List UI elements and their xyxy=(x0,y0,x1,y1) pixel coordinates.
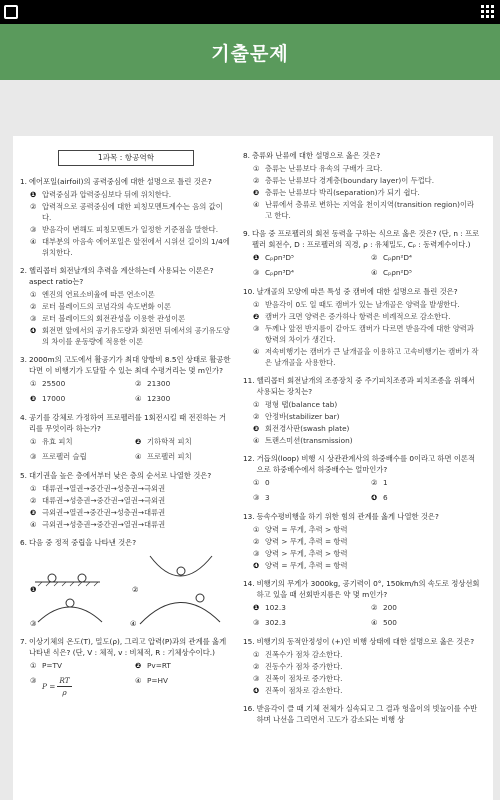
question-number: 16. xyxy=(243,704,255,713)
answer-option[interactable] xyxy=(30,675,127,698)
slope-curve xyxy=(140,602,220,624)
question-text: 비행기의 무게가 3000kg, 공기력이 0°, 150km/h의 속도로 정상선회하고 있을 때 선회반지름은 약 몇 m인가? xyxy=(256,579,480,599)
answer-options xyxy=(20,189,232,258)
answer-options xyxy=(243,252,481,279)
answer-option[interactable] xyxy=(253,175,481,186)
option-marker: ❶ xyxy=(253,253,260,262)
option-marker: ④ xyxy=(371,268,378,277)
question-item xyxy=(20,537,232,628)
question-text: 2000m의 고도에서 활공기가 최대 양항비 8.5인 상태로 활공한다면 이 비행기가 도달할 수 있는 최대 수평거리는 몇 m인가? xyxy=(28,355,231,375)
option-text: 302.3 xyxy=(265,618,286,627)
answer-option[interactable] xyxy=(253,524,481,535)
question-text: 비행기의 동적안정성이 (+)인 비행 상태에 대한 설명으로 옳은 것은? xyxy=(256,637,475,646)
question-stem xyxy=(243,228,481,250)
answer-options xyxy=(20,660,232,699)
question-item xyxy=(20,470,232,530)
option-marker: ② xyxy=(30,302,37,311)
answer-option[interactable] xyxy=(253,548,481,559)
option-marker: ① xyxy=(30,661,37,670)
question-number: 12. xyxy=(243,454,255,463)
answer-option[interactable] xyxy=(30,483,232,494)
question-number: 6. xyxy=(20,538,27,547)
answer-option[interactable] xyxy=(135,451,232,462)
ball-4 xyxy=(66,599,74,607)
question-text: 받음각이 클 때 기체 전체가 실속되고 그 결과 헝을이의 빗놀이를 수반하며 나선을 그리면서 고도가 감소되는 비행 상 xyxy=(256,704,478,724)
question-text: 헬리콥터 회전날개의 조종장치 중 주기피치조종과 피치조종을 위해서 사용되는 장치는? xyxy=(256,376,475,396)
option-text: Pv=RT xyxy=(147,661,171,670)
option-text: 1 xyxy=(383,478,388,487)
answer-option[interactable] xyxy=(253,299,481,310)
question-text: 대기권을 높은 층에서부터 낮은 층의 순서로 나열한 것은? xyxy=(28,471,212,480)
answer-option[interactable] xyxy=(30,451,127,462)
answer-option[interactable] xyxy=(135,378,232,389)
option-marker: ③ xyxy=(253,549,260,558)
answer-option[interactable] xyxy=(253,649,481,660)
formula-fraction xyxy=(57,675,71,698)
answer-options xyxy=(20,436,232,463)
option-marker: ❷ xyxy=(253,312,260,321)
option-text: 대류권→열권→중간권→성층권→극외권 xyxy=(42,484,166,493)
option-text: P=TV xyxy=(42,661,62,670)
answer-option-correct[interactable] xyxy=(253,560,481,571)
question-text: 층류와 난류에 대한 설명으로 옳은 것은? xyxy=(251,151,381,160)
option-text: 압력중심과 압력중심보다 뒤에 위치한다. xyxy=(42,190,172,199)
question-stem xyxy=(20,412,232,434)
option-marker: ④ xyxy=(253,200,260,209)
answer-option[interactable] xyxy=(253,536,481,547)
question-number: 8. xyxy=(243,151,250,160)
option-text: 200 xyxy=(383,603,397,612)
formula-numerator: RT xyxy=(59,676,70,685)
diagram-option-label[interactable]: ② xyxy=(132,585,139,594)
option-marker: ④ xyxy=(135,394,142,403)
question-stem xyxy=(243,511,481,522)
question-text: 다음 중 프로펠러의 회전 동력을 구하는 식으로 옳은 것은? (단, n : 프로펠러 회전수, D : 프로펠러의 직경, ρ : 유체밀도, Cₚ : 동력계수이다.) xyxy=(251,229,480,249)
answer-option-correct[interactable] xyxy=(30,325,232,347)
exam-page[interactable] xyxy=(13,136,493,800)
option-marker: ② xyxy=(253,662,260,671)
formula-denominator: ρ xyxy=(62,688,67,697)
question-number: 15. xyxy=(243,637,255,646)
answer-option[interactable] xyxy=(30,436,127,447)
option-marker: ④ xyxy=(253,347,260,356)
option-marker: ③ xyxy=(30,314,37,323)
option-marker: ② xyxy=(253,537,260,546)
option-text: 대부분의 아음속 에어포일은 앞전에서 시위선 길이의 1/4에 위치한다. xyxy=(42,237,230,257)
option-marker: ① xyxy=(30,290,37,299)
option-text: 102.3 xyxy=(265,603,286,612)
option-marker: ③ xyxy=(253,674,260,683)
option-text: 로터 블레이드의 회전관성을 이용한 관성이론 xyxy=(42,314,186,323)
ball-3 xyxy=(177,567,185,575)
option-text: 3 xyxy=(265,493,270,502)
option-text: Cₚρn³D⁴ xyxy=(265,268,294,277)
answer-option[interactable] xyxy=(30,519,232,530)
option-marker: ② xyxy=(30,496,37,505)
answer-option[interactable] xyxy=(30,224,232,235)
answer-option[interactable] xyxy=(30,201,232,223)
question-item xyxy=(243,636,481,696)
app-header xyxy=(0,24,500,80)
answer-option[interactable] xyxy=(30,289,232,300)
answer-options xyxy=(20,378,232,405)
question-stem xyxy=(243,453,481,475)
option-marker: ① xyxy=(30,484,37,493)
question-stem xyxy=(243,636,481,647)
diagram-option-label[interactable]: ❶ xyxy=(30,585,37,594)
question-stem xyxy=(20,354,232,376)
question-stem xyxy=(243,375,481,397)
option-marker: ② xyxy=(30,202,37,211)
option-text: 받음각이 0도 일 때도 캠버가 있는 날개골은 양력을 발생한다. xyxy=(265,300,460,309)
answer-option[interactable] xyxy=(30,495,232,506)
option-marker: ④ xyxy=(135,452,142,461)
option-text: 층류는 난류보다 박리(separation)가 되기 쉽다. xyxy=(265,188,420,197)
answer-option[interactable] xyxy=(253,346,481,368)
answer-options xyxy=(243,649,481,696)
option-marker: ② xyxy=(371,253,378,262)
question-stem xyxy=(20,265,232,287)
option-marker: ② xyxy=(253,412,260,421)
question-item xyxy=(243,578,481,629)
answer-option[interactable] xyxy=(30,660,127,671)
option-text: 양력 > 무게, 추력 = 항력 xyxy=(265,537,348,546)
option-text: 두께나 앞전 반지름이 같아도 캠버가 다르면 받음각에 대한 양력과 항력의 차이가 생긴다. xyxy=(265,324,474,344)
answer-options xyxy=(243,477,481,504)
page-title: 기출문제 xyxy=(211,42,289,65)
option-marker: ① xyxy=(30,379,37,388)
question-text: 등속수평비행을 하기 위한 힘의 관계를 옳게 나열한 것은? xyxy=(256,512,439,521)
option-marker: ③ xyxy=(30,452,37,461)
option-marker: ④ xyxy=(30,237,37,246)
option-marker: ③ xyxy=(30,225,37,234)
option-marker: ❷ xyxy=(135,437,142,446)
question-stem xyxy=(243,703,481,725)
option-text: 진동수가 점차 증가한다. xyxy=(265,662,343,671)
option-marker: ❸ xyxy=(253,188,260,197)
question-stem xyxy=(20,176,232,187)
option-marker: ❸ xyxy=(30,394,37,403)
question-number: 2. xyxy=(20,266,27,275)
question-item xyxy=(243,511,481,571)
answer-option[interactable] xyxy=(30,313,232,324)
option-marker: ❸ xyxy=(30,508,37,517)
option-text: 극외권→성층권→중간권→열권→대류권 xyxy=(42,520,166,529)
answer-option[interactable] xyxy=(135,393,232,404)
ball-1 xyxy=(48,574,56,582)
option-text xyxy=(42,675,127,698)
option-text: 극외권→열권→중간권→성층권→대류권 xyxy=(42,508,166,517)
option-marker: ❹ xyxy=(253,686,260,695)
option-text: 유효 피치 xyxy=(42,437,73,446)
answer-options xyxy=(243,399,481,446)
option-marker: ① xyxy=(253,478,260,487)
option-marker: ② xyxy=(253,176,260,185)
option-marker: ① xyxy=(253,300,260,309)
option-marker: ❶ xyxy=(30,190,37,199)
option-marker: ❶ xyxy=(253,603,260,612)
option-text: 평형 탭(balance tab) xyxy=(265,400,338,409)
option-marker: ④ xyxy=(253,436,260,445)
question-text: 거듭의(loop) 비행 시 상관관계사의 하중배수를 0이라고 하면 이론적으로 하중배수에서 하중배수는 얼마인가? xyxy=(256,454,475,474)
ball-5 xyxy=(196,594,204,602)
option-marker: ❸ xyxy=(253,424,260,433)
question-text: 에어포일(airfoil)의 공력중심에 대한 설명으로 틀린 것은? xyxy=(28,177,212,186)
answer-option[interactable] xyxy=(371,602,481,613)
answer-options xyxy=(20,289,232,347)
option-text: 회전면 앞에서의 공기유도량과 회전면 뒤에서의 공기유도양의 차이를 운동량에 적용한 이론 xyxy=(42,326,230,346)
option-marker: ❹ xyxy=(371,493,378,502)
apps-grid-icon[interactable] xyxy=(481,5,494,18)
answer-option-correct[interactable] xyxy=(253,311,481,322)
option-marker: ③ xyxy=(253,324,260,333)
option-text: 17000 xyxy=(42,394,66,403)
gas-law-formula xyxy=(42,675,72,698)
stability-diagram-svg xyxy=(30,552,230,628)
option-marker: ② xyxy=(135,379,142,388)
option-marker: ④ xyxy=(135,676,142,685)
answer-option[interactable] xyxy=(253,323,481,345)
option-text: 0 xyxy=(265,478,270,487)
option-text: Cₚρn²D⁴ xyxy=(383,253,412,262)
question-number: 7. xyxy=(20,637,27,646)
option-text: 기하학적 피치 xyxy=(147,437,192,446)
left-column xyxy=(20,136,232,706)
answer-option-correct[interactable] xyxy=(253,685,481,696)
answer-option[interactable] xyxy=(30,378,127,389)
question-item xyxy=(243,375,481,446)
option-marker: ① xyxy=(30,437,37,446)
option-text: 21300 xyxy=(147,379,171,388)
option-marker: ④ xyxy=(30,520,37,529)
question-number: 4. xyxy=(20,413,27,422)
answer-options xyxy=(243,163,481,221)
answer-options xyxy=(243,299,481,368)
option-marker: ❹ xyxy=(30,326,37,335)
option-text: 프로펠러 피치 xyxy=(147,452,192,461)
question-item xyxy=(20,412,232,463)
option-text: 트랜스미션(transmission) xyxy=(265,436,353,445)
option-marker: ① xyxy=(253,525,260,534)
answer-option[interactable] xyxy=(253,399,481,410)
question-text: 다음 중 정적 중립을 나타낸 것은? xyxy=(28,538,137,547)
option-text: 25500 xyxy=(42,379,66,388)
question-number: 14. xyxy=(243,579,255,588)
option-text: 6 xyxy=(383,493,388,502)
ball-2 xyxy=(78,574,86,582)
hill-curve xyxy=(38,607,102,622)
question-item xyxy=(20,265,232,347)
answer-option-correct[interactable] xyxy=(135,660,232,671)
question-item xyxy=(243,228,481,279)
option-marker: ① xyxy=(253,650,260,659)
question-stem xyxy=(243,578,481,600)
option-text: 양력 = 무게, 추력 > 항력 xyxy=(265,525,348,534)
answer-option-correct[interactable] xyxy=(253,423,481,434)
answer-option[interactable] xyxy=(371,617,481,628)
back-icon[interactable] xyxy=(4,5,18,19)
answer-option[interactable] xyxy=(30,236,232,258)
answer-option[interactable] xyxy=(371,252,481,263)
option-text: 엔진의 연료소비율에 따른 연소이론 xyxy=(42,290,155,299)
answer-option[interactable] xyxy=(253,163,481,174)
question-stem xyxy=(243,150,481,161)
option-text: 로터 블레이드의 코넘각의 속도변화 이론 xyxy=(42,302,172,311)
answer-option-correct[interactable] xyxy=(30,189,232,200)
option-text: 500 xyxy=(383,618,397,627)
option-marker: ② xyxy=(371,603,378,612)
option-marker: ④ xyxy=(371,618,378,627)
option-text: Cₚρn²D⁵ xyxy=(383,268,412,277)
answer-option[interactable] xyxy=(135,675,232,698)
right-column xyxy=(243,136,481,732)
option-text: 난류에서 층류로 변하는 지역을 천이지역(transition region)이라고 한다. xyxy=(265,200,475,220)
question-item xyxy=(243,150,481,221)
option-text: 대류권→성층권→중간권→열권→극외권 xyxy=(42,496,166,505)
option-text: 층류는 난류보다 유속의 구배가 크다. xyxy=(265,164,383,173)
answer-option[interactable] xyxy=(253,617,363,628)
question-stem xyxy=(20,537,232,548)
diagram-option-label[interactable]: ④ xyxy=(130,619,137,628)
answer-option-correct[interactable] xyxy=(253,252,363,263)
question-number: 13. xyxy=(243,512,255,521)
option-text: 캠버가 크면 양력은 증가하나 항력은 비례적으로 감소한다. xyxy=(265,312,451,321)
option-text: 안정바(stabilizer bar) xyxy=(265,412,340,421)
answer-option[interactable] xyxy=(253,492,363,503)
question-number: 9. xyxy=(243,229,250,238)
option-marker: ③ xyxy=(253,268,260,277)
answer-option[interactable] xyxy=(371,477,481,488)
answer-options xyxy=(243,524,481,571)
subject-label: 1과목 : 항공역학 xyxy=(58,150,194,166)
answer-option[interactable] xyxy=(253,411,481,422)
option-text: 진폭수가 점차 감소한다. xyxy=(265,650,343,659)
answer-option-correct[interactable] xyxy=(371,492,481,503)
question-text: 헬리콥터 회전날개의 추력을 계산하는데 사용되는 이론은?aspect ratio는? xyxy=(28,266,214,286)
formula-lhs: P = xyxy=(42,682,56,691)
answer-option-correct[interactable] xyxy=(253,187,481,198)
answer-option[interactable] xyxy=(253,661,481,672)
question-text: 이상기체의 온도(T), 밀도(ρ), 그리고 압력(P)과의 관계를 옳게 나타낸 식은? (단, V : 체적, v : 비체적, R : 기체상수이다.) xyxy=(28,637,227,657)
answer-option-correct[interactable] xyxy=(30,507,232,518)
question-item xyxy=(243,286,481,368)
option-text: 양력 = 무게, 추력 = 항력 xyxy=(265,561,348,570)
question-number: 3. xyxy=(20,355,27,364)
answer-option[interactable] xyxy=(253,267,363,278)
option-text: 진폭이 점차로 증가한다. xyxy=(265,674,343,683)
option-text: 받음각이 변해도 피칭모멘트가 일정한 기준점을 말한다. xyxy=(42,225,219,234)
diagram-option-label[interactable]: ③ xyxy=(30,619,37,628)
question-stem xyxy=(20,636,232,658)
question-item xyxy=(20,636,232,699)
answer-option[interactable] xyxy=(253,199,481,221)
option-text: 층류는 난류보다 경계층(boundary layer)이 두껍다. xyxy=(265,176,435,185)
answer-option-correct[interactable] xyxy=(30,393,127,404)
option-text: Cₚρn³D⁵ xyxy=(265,253,294,262)
question-item xyxy=(20,176,232,258)
answer-options xyxy=(20,483,232,530)
answer-option-correct[interactable] xyxy=(135,436,232,447)
option-text: 진폭이 점차로 감소한다. xyxy=(265,686,343,695)
option-text: P=HV xyxy=(147,676,168,685)
answer-options xyxy=(243,602,481,629)
option-text: 회전경사판(swash plate) xyxy=(265,424,350,433)
option-text: 양력 > 무게, 추력 > 항력 xyxy=(265,549,348,558)
question-number: 11. xyxy=(243,376,255,385)
option-marker: ① xyxy=(253,400,260,409)
question-number: 10. xyxy=(243,287,255,296)
answer-option[interactable] xyxy=(30,301,232,312)
question-text: 날개골의 모양에 따른 특성 중 캠버에 대한 설명으로 틀린 것은? xyxy=(256,287,458,296)
question-item xyxy=(243,703,481,725)
option-text: 압력적으로 공력중심에 대한 피칭모멘트계수는 음의 값이다. xyxy=(42,202,223,222)
answer-option-correct[interactable] xyxy=(253,602,363,613)
option-marker: ③ xyxy=(253,618,260,627)
answer-option[interactable] xyxy=(253,435,481,446)
question-stem xyxy=(243,286,481,297)
stability-diagram xyxy=(30,552,230,628)
option-text: 저속비행기는 캠버가 큰 날개골을 이용하고 고속비행기는 캠버가 작은 날개골을 사용한다. xyxy=(265,347,479,367)
option-marker: ② xyxy=(371,478,378,487)
option-text: 12300 xyxy=(147,394,171,403)
answer-option[interactable] xyxy=(253,477,363,488)
ground-hatch xyxy=(38,582,98,586)
question-number: 5. xyxy=(20,471,27,480)
answer-option[interactable] xyxy=(371,267,481,278)
option-marker: ③ xyxy=(30,676,37,685)
question-item xyxy=(20,354,232,405)
option-marker: ① xyxy=(253,164,260,173)
option-text: 프로펠러 슬립 xyxy=(42,452,87,461)
option-marker: ❷ xyxy=(135,661,142,670)
system-status-bar xyxy=(0,0,500,24)
option-marker: ❹ xyxy=(253,561,260,570)
question-number: 1. xyxy=(20,177,27,186)
question-stem xyxy=(20,470,232,481)
answer-option[interactable] xyxy=(253,673,481,684)
option-marker: ③ xyxy=(253,493,260,502)
question-text: 공기를 강체로 가정하여 프로펠러를 1회전시킬 때 전진하는 거리를 무엇이라 하는가? xyxy=(28,413,227,433)
question-item xyxy=(243,453,481,504)
